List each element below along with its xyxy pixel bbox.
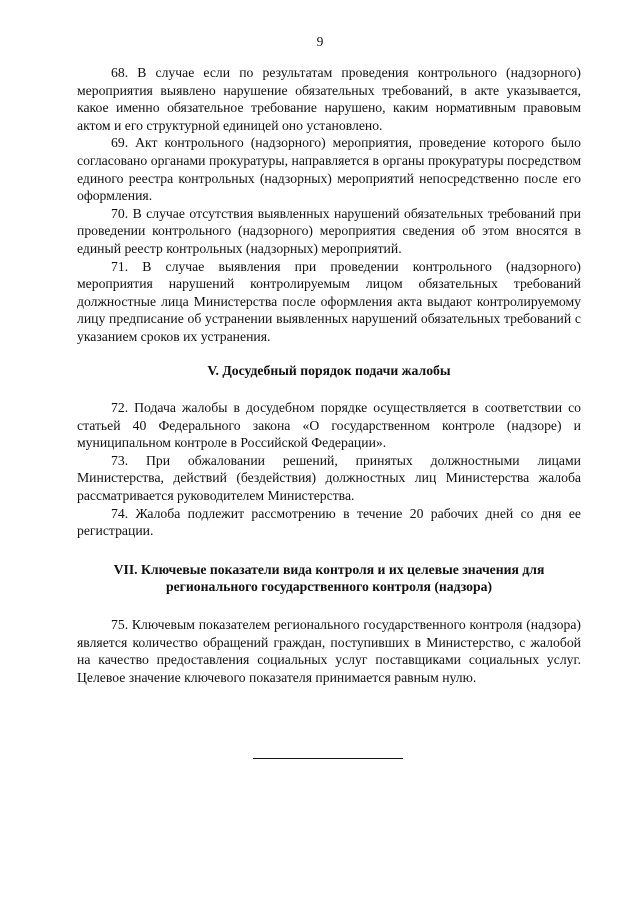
section-vii-heading-line-1: VII. Ключевые показатели вида контроля и их целевые значения для xyxy=(113,561,545,577)
document-body xyxy=(77,64,581,686)
paragraph-72: 72. Подача жалобы в досудебном порядке осуществляется в соответствии со статьей 40 Федерального закона «О государственном контроле (надзоре) и муниципальном контроле в Российской Федерации». xyxy=(77,400,581,451)
paragraph-71: 71. В случае выявления при проведении контрольного (надзорного) мероприятия нарушений контролируемым лицом обязательных требований должностные лица Министерства после оформления акта выдают контролируемому лицу предписание об устранении выявленных нарушений обязательных требований с указанием сроков их устранения. xyxy=(77,258,581,344)
end-separator-line xyxy=(253,758,403,759)
spacer xyxy=(77,540,581,561)
page-number: 9 xyxy=(316,34,324,49)
spacer xyxy=(77,379,581,399)
paragraph-73: 73. При обжаловании решений, принятых должностными лицами Министерства, действий (бездействия) должностных лиц Министерства жалоба рассматривается руководителем Министерства. xyxy=(77,452,581,504)
spacer xyxy=(77,596,581,616)
section-v-heading: V. Досудебный порядок подачи жалобы xyxy=(207,362,451,378)
paragraph-68: 68. В случае если по результатам проведения контрольного (надзорного) мероприятия выявлено нарушение обязательных требований, в акте указывается, какое именно обязательное требование нарушено, каким нормативным правовым актом и его структурной единицей оно установлено. xyxy=(77,65,581,133)
paragraph-74: 74. Жалоба подлежит рассмотрению в течение 20 рабочих дней со дня ее регистрации. xyxy=(77,505,581,539)
section-vii-heading-line-2: регионального государственного контроля (надзора) xyxy=(165,579,493,595)
paragraph-69: 69. Акт контрольного (надзорного) мероприятия, проведение которого было согласовано органами прокуратуры, направляется в органы прокуратуры посредством единого реестра контрольных (надзорных) мероприятий непосредственно после его оформления. xyxy=(77,135,581,204)
paragraph-70: 70. В случае отсутствия выявленных нарушений обязательных требований при проведении контрольного (надзорного) мероприятия сведения об этом вносятся в единый реестр контрольных (надзорных) мероприятий. xyxy=(77,205,581,256)
section-vii-heading xyxy=(77,561,581,596)
paragraph-75: 75. Ключевым показателем регионального государственного контроля (надзора) является количество обращений граждан, поступивших в Министерство, с жалобой на качество предоставления социальных услуг поставщиками социальных услуг. Целевое значение ключевого показателя принимается равным нулю. xyxy=(77,617,581,685)
spacer xyxy=(77,346,581,362)
